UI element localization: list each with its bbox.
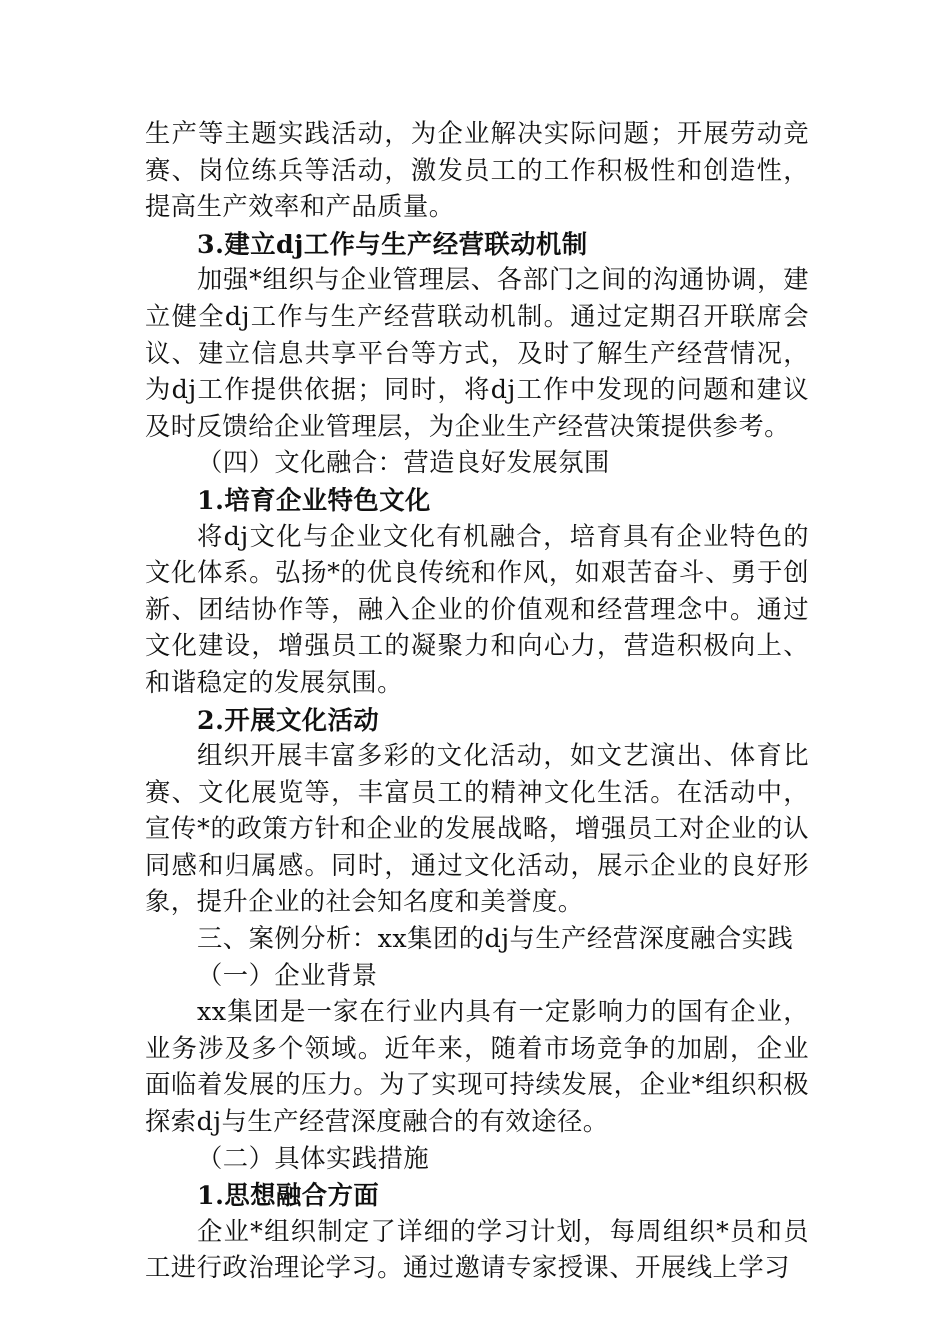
chapter-heading: 三、案例分析：xx集团的dj与生产经营深度融合实践 bbox=[197, 924, 794, 954]
section-heading: （一）企业背景 bbox=[197, 960, 378, 990]
body-paragraph: 组织开展丰富多彩的文化活动，如文艺演出、体育比赛、文化展览等，丰富员工的精神文化生活。在活动中，宣传*的政策方针和企业的发展战略，增强员工对企业的认同感和归属感。同时，通过文化活动，展示企业的良好形象，提升企业的社会知名度和美誉度。 bbox=[145, 741, 809, 917]
document-body bbox=[145, 116, 809, 1287]
body-paragraph: xx集团是一家在行业内具有一定影响力的国有企业，业务涉及多个领域。近年来，随着市场竞争的加剧，企业面临着发展的压力。为了实现可持续发展，企业*组织积极探索dj与生产经营深度融合的有效途径。 bbox=[145, 997, 809, 1137]
subheading: 1.培育企业特色文化 bbox=[197, 484, 431, 515]
subheading: 2.开展文化活动 bbox=[197, 704, 380, 735]
section-heading: （二）具体实践措施 bbox=[197, 1143, 430, 1173]
subheading: 3.建立dj工作与生产经营联动机制 bbox=[197, 228, 588, 259]
subheading: 1.思想融合方面 bbox=[197, 1180, 380, 1211]
body-paragraph: 生产等主题实践活动，为企业解决实际问题；开展劳动竞赛、岗位练兵等活动，激发员工的工作积极性和创造性，提高生产效率和产品质量。 bbox=[145, 119, 809, 222]
section-heading: （四）文化融合：营造良好发展氛围 bbox=[197, 448, 610, 478]
body-paragraph: 将dj文化与企业文化有机融合，培育具有企业特色的文化体系。弘扬*的优良传统和作风，如艰苦奋斗、勇于创新、团结协作等，融入企业的价值观和经营理念中。通过文化建设，增强员工的凝聚力和向心力，营造积极向上、和谐稳定的发展氛围。 bbox=[145, 521, 809, 697]
body-paragraph: 企业*组织制定了详细的学习计划，每周组织*员和员工进行政治理论学习。通过邀请专家授课、开展线上学习 bbox=[145, 1216, 809, 1283]
body-paragraph: 加强*组织与企业管理层、各部门之间的沟通协调，建立健全dj工作与生产经营联动机制。通过定期召开联席会议、建立信息共享平台等方式，及时了解生产经营情况，为dj工作提供依据；同时，将dj工作中发现的问题和建议及时反馈给企业管理层，为企业生产经营决策提供参考。 bbox=[145, 265, 809, 441]
